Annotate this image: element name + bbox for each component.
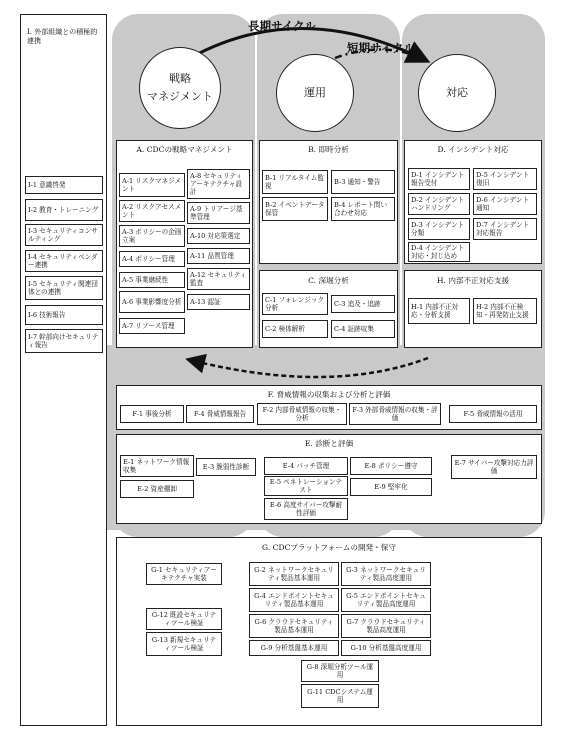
item-h-1: H-1 内部不正対応・分析支援 — [408, 298, 470, 324]
item-a-10: A-10 対応策選定 — [187, 228, 250, 244]
item-a-6: A-6 事業影響度分析 — [119, 291, 185, 313]
item-i-3: I-3 セキュリティコンサルティング — [25, 224, 103, 246]
item-e-5: E-5 ペネトレーションテスト — [264, 476, 348, 496]
item-g-11: G-11 CDCシステム運用 — [301, 684, 379, 708]
item-a-5: A-5 事業継続性 — [119, 272, 185, 288]
item-a-11: A-11 品質管理 — [187, 248, 250, 264]
item-c-2: C-2 検体解析 — [262, 320, 328, 338]
item-b-4: B-4 レポート問い合わせ対応 — [331, 197, 395, 221]
item-f-4: F-4 脅威情報報告 — [186, 405, 254, 423]
section-b-title: B. 即時分析 — [308, 145, 349, 154]
item-g-1: G-1 セキュリティアーキテクチャ実装 — [146, 563, 222, 585]
item-g-7: G-7 クラウドセキュリティ製品高度運用 — [341, 614, 431, 638]
section-a-title: A. CDCの戦略マネジメント — [136, 145, 233, 154]
response-circle-label: 対応 — [446, 86, 468, 100]
item-g-9: G-9 分析基盤基本運用 — [249, 640, 339, 656]
item-a-12: A-12 セキュリティ監査 — [187, 268, 250, 290]
item-d-3: D-3 インシデント分類 — [408, 218, 470, 240]
item-c-1: C-1 フォレンジック分析 — [262, 293, 328, 315]
item-a-9: A-9 トリアージ基準管理 — [187, 202, 250, 224]
operation-circle — [276, 54, 354, 132]
item-b-3: B-3 通知・警告 — [331, 170, 395, 194]
item-d-7: D-7 インシデント対応報告 — [473, 218, 537, 240]
strategy-circle-label: 戦略 マネジメント — [147, 72, 213, 103]
item-a-4: A-4 ポリシー管理 — [119, 251, 185, 267]
item-e-9: E-9 堅牢化 — [350, 478, 432, 496]
item-g-13: G-13 新規セキュリティツール検証 — [146, 632, 222, 656]
section-f-title: F. 脅威情報の収集および分析と評価 — [267, 390, 391, 399]
item-c-3: C-3 追及・追跡 — [331, 295, 395, 313]
item-a-13: A-13 認証 — [187, 294, 250, 310]
item-a-1: A-1 リスクマネジメント — [119, 173, 185, 197]
item-e-4: E-4 パッチ管理 — [264, 457, 348, 475]
item-f-1: F-1 事後分析 — [120, 405, 184, 423]
section-d-title: D. インシデント対応 — [437, 145, 509, 154]
item-f-2: F-2 内部脅威情報の収集・分析 — [257, 403, 347, 425]
return-cycle-arrow — [190, 358, 428, 377]
section-h-title: H. 内部不正対応支援 — [436, 276, 510, 285]
item-i-2: I-2 教育・トレーニング — [25, 199, 103, 221]
item-i-7: I-7 幹部向けセキュリティ報告 — [25, 329, 103, 353]
section-c-title: C. 深堀分析 — [308, 276, 349, 285]
item-g-12: G-12 既設セキュリティツール検証 — [146, 608, 222, 630]
item-i-6: I-6 技術報告 — [25, 305, 103, 325]
item-d-4: D-4 インシデント対応・封じ込め — [408, 242, 470, 262]
item-g-5: G-5 エンドポイントセキュリティ製品高度運用 — [341, 588, 431, 612]
section-i-title: I. 外部組織との積極的連携 — [27, 28, 98, 45]
item-e-3: E-3 脆弱性診断 — [196, 458, 256, 476]
item-g-10: G-10 分析基盤高度運用 — [341, 640, 431, 656]
item-b-1: B-1 リアルタイム監視 — [262, 170, 328, 194]
item-a-7: A-7 リソース管理 — [119, 318, 185, 334]
long-cycle-label: 長期サイクル — [248, 19, 316, 33]
item-e-1: E-1 ネットワーク情報収集 — [120, 455, 194, 477]
item-g-2: G-2 ネットワークセキュリティ製品基本運用 — [249, 562, 339, 586]
strategy-management-circle — [139, 47, 221, 129]
response-circle — [418, 54, 496, 132]
operation-circle-label: 運用 — [304, 86, 326, 100]
item-i-4: I-4 セキュリティベンダー連携 — [25, 250, 103, 272]
item-d-6: D-6 インシデント通知 — [473, 193, 537, 215]
item-f-5: F-5 脅威情報の活用 — [449, 405, 537, 423]
item-g-6: G-6 クラウドセキュリティ製品基本運用 — [249, 614, 339, 638]
item-g-3: G-3 ネットワークセキュリティ製品高度運用 — [341, 562, 431, 586]
item-e-7: E-7 サイバー攻撃対応力評価 — [451, 455, 537, 479]
item-d-2: D-2 インシデントハンドリング — [408, 193, 470, 215]
short-cycle-label: 短期サイクル — [347, 41, 415, 55]
item-g-8: G-8 深堀分析ツール運用 — [301, 660, 379, 682]
item-e-2: E-2 資産棚卸 — [120, 480, 194, 498]
section-g-title: G. CDCプラットフォームの開発・保守 — [262, 543, 396, 552]
item-d-1: D-1 インシデント報告受付 — [408, 168, 470, 190]
item-e-8: E-8 ポリシー遵守 — [350, 457, 432, 475]
item-a-2: A-2 リスクアセスメント — [119, 200, 185, 222]
item-f-3: F-3 外部脅威情報の収集・評価 — [349, 403, 441, 425]
item-h-2: H-2 内部不正検知・再発防止支援 — [473, 298, 537, 324]
item-a-3: A-3 ポリシーの企画立案 — [119, 225, 185, 247]
item-i-5: I-5 セキュリティ関連団体との連携 — [25, 276, 103, 300]
section-e-title: E. 診断と評価 — [304, 439, 354, 448]
item-i-1: I-1 意識啓発 — [25, 176, 103, 194]
item-g-4: G-4 エンドポイントセキュリティ製品基本運用 — [249, 588, 339, 612]
item-c-4: C-4 証跡収集 — [331, 320, 395, 338]
item-e-6: E-6 高度サイバー攻撃耐性評価 — [264, 498, 348, 520]
item-d-5: D-5 インシデント復旧 — [473, 168, 537, 190]
item-a-8: A-8 セキュリティアーキテクチャ設計 — [187, 169, 250, 199]
item-b-2: B-2 イベントデータ保管 — [262, 197, 328, 221]
